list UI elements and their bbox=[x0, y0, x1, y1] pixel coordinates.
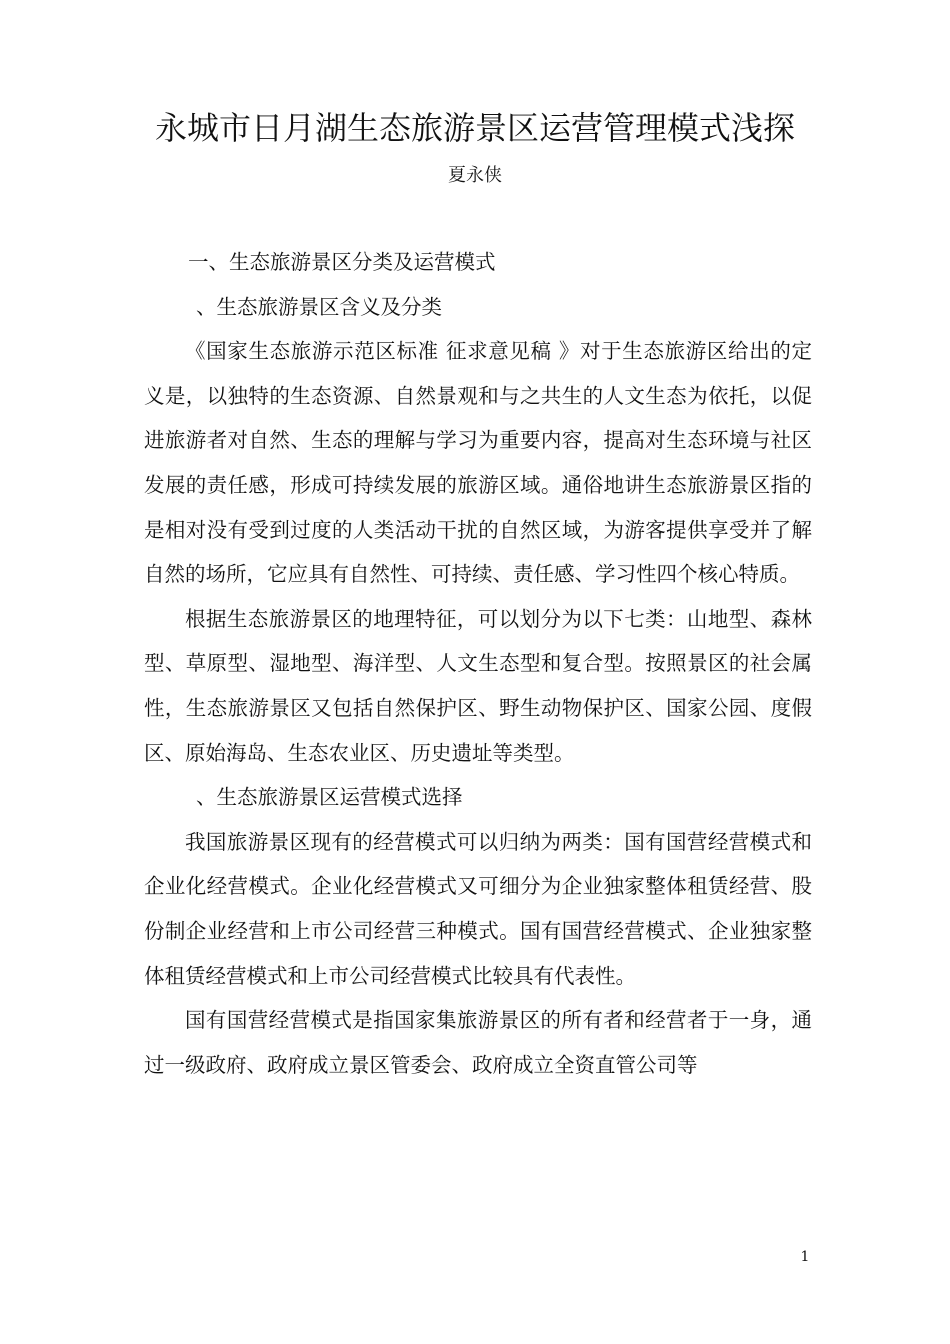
body-paragraph: 《国家生态旅游示范区标准 征求意见稿 》对于生态旅游区给出的定义是，以独特的生态资源、自然景观和与之共生的人文生态为依托，以促进旅游者对自然、生态的理解与学习为重要内容，提高对生态环境与社区发展的责任感，形成可持续发展的旅游区域。通俗地讲生态旅游景区指的是相对没有受到过度的人类活动干扰的自然区域，为游客提供享受并了解自然的场所，它应具有自然性、可持续、责任感、学习性四个核心特质。 bbox=[144, 339, 812, 587]
body-paragraph: 根据生态旅游景区的地理特征，可以划分为以下七类：山地型、森林型、草原型、湿地型、海洋型、人文生态型和复合型。按照景区的社会属性，生态旅游景区又包括自然保护区、野生动物保护区、国家公园、度假区、原始海岛、生态农业区、历史遗址等类型。 bbox=[144, 606, 812, 765]
page-number: 1 bbox=[800, 1249, 810, 1265]
subsection-heading: 、生态旅游景区含义及分类 bbox=[196, 294, 442, 319]
section-heading: 一、生态旅游景区分类及运营模式 bbox=[188, 250, 496, 274]
document-body bbox=[144, 240, 812, 1087]
document-author: 夏永侠 bbox=[448, 165, 502, 186]
body-paragraph: 国有国营经营模式是指国家集旅游景区的所有者和经营者于一身，通过一级政府、政府成立景区管委会、政府成立全资直管公司等 bbox=[144, 1008, 812, 1077]
body-paragraph: 我国旅游景区现有的经营模式可以归纳为两类：国有国营经营模式和企业化经营模式。企业化经营模式又可细分为企业独家整体租赁经营、股份制企业经营和上市公司经营三种模式。国有国营经营模式、企业独家整体租赁经营模式和上市公司经营模式比较具有代表性。 bbox=[144, 829, 812, 988]
document-title: 永城市日月湖生态旅游景区运营管理模式浅探 bbox=[154, 109, 795, 147]
subsection-heading: 、生态旅游景区运营模式选择 bbox=[196, 785, 463, 810]
